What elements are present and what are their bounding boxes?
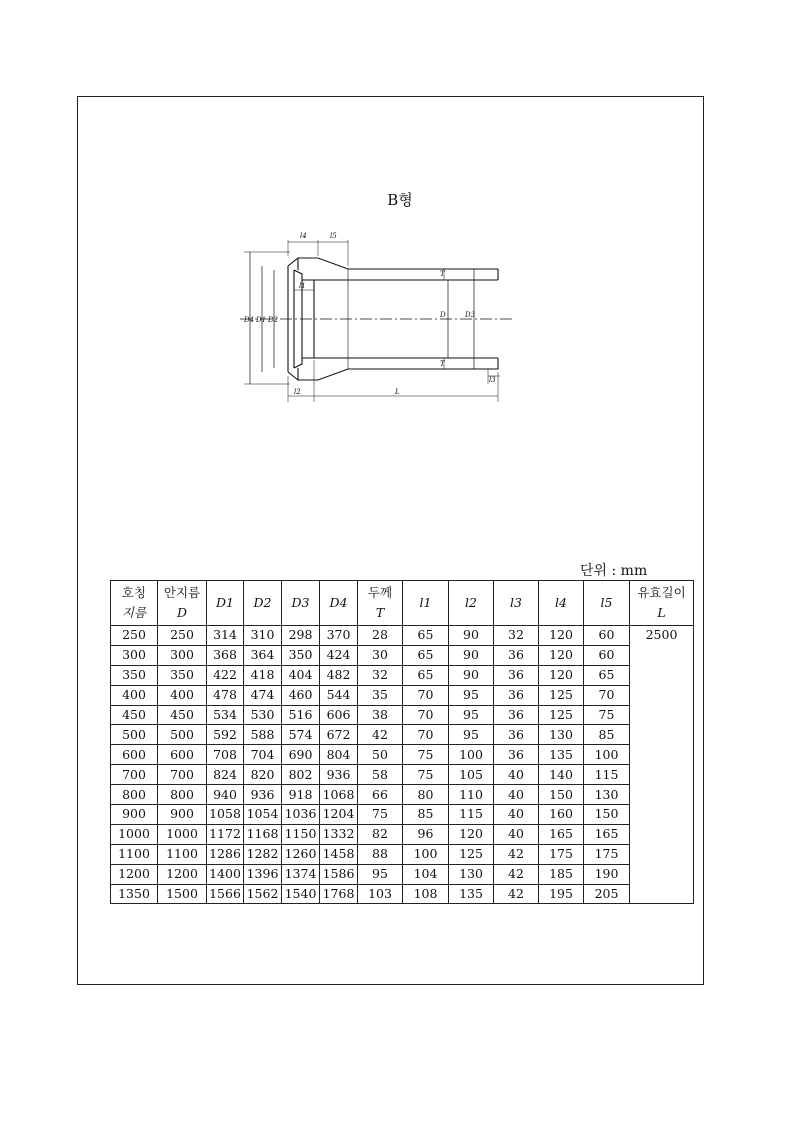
table-cell: 250 bbox=[158, 626, 207, 646]
table-cell: 314 bbox=[207, 626, 244, 646]
table-cell: 40 bbox=[494, 824, 539, 844]
table-cell: 482 bbox=[320, 665, 358, 685]
label-l4: l4 bbox=[300, 232, 307, 240]
table-row bbox=[111, 805, 694, 825]
table-cell: 42 bbox=[494, 884, 539, 904]
table-header-cell bbox=[282, 581, 320, 626]
table-cell: 1282 bbox=[244, 844, 282, 864]
table-cell: 800 bbox=[111, 785, 158, 805]
table-cell: 95 bbox=[449, 705, 494, 725]
label-l2: l2 bbox=[294, 388, 301, 396]
table-cell: 120 bbox=[449, 824, 494, 844]
table-cell: 50 bbox=[358, 745, 403, 765]
table-cell: 1172 bbox=[207, 824, 244, 844]
table-cell: 900 bbox=[111, 805, 158, 825]
table-row bbox=[111, 785, 694, 805]
table-cell: 1200 bbox=[158, 864, 207, 884]
label-L: L bbox=[395, 388, 400, 396]
table-cell: 1566 bbox=[207, 884, 244, 904]
table-cell: 75 bbox=[403, 745, 449, 765]
table-cell: 1332 bbox=[320, 824, 358, 844]
table-cell: 40 bbox=[494, 785, 539, 805]
table-cell: 140 bbox=[539, 765, 584, 785]
table-row bbox=[111, 884, 694, 904]
table-cell: 544 bbox=[320, 685, 358, 705]
label-D1: D1 bbox=[256, 316, 267, 324]
table-cell: 820 bbox=[244, 765, 282, 785]
table-cell: 606 bbox=[320, 705, 358, 725]
table-cell: 42 bbox=[494, 864, 539, 884]
table-cell: 574 bbox=[282, 725, 320, 745]
header-line2: T bbox=[375, 605, 385, 620]
table-cell: 165 bbox=[539, 824, 584, 844]
table-cell: 35 bbox=[358, 685, 403, 705]
table-cell: 918 bbox=[282, 785, 320, 805]
table-cell: 60 bbox=[584, 645, 630, 665]
table-cell: 400 bbox=[158, 685, 207, 705]
label-T-top: T bbox=[440, 270, 445, 278]
table-cell: 310 bbox=[244, 626, 282, 646]
table-cell: 75 bbox=[403, 765, 449, 785]
table-cell: 1058 bbox=[207, 805, 244, 825]
table-cell: 190 bbox=[584, 864, 630, 884]
table-cell: 36 bbox=[494, 725, 539, 745]
table-cell: 500 bbox=[158, 725, 207, 745]
table-cell: 1054 bbox=[244, 805, 282, 825]
table-row bbox=[111, 725, 694, 745]
header-line1: l2 bbox=[465, 595, 477, 610]
label-l5: l5 bbox=[330, 232, 337, 240]
table-cell: 32 bbox=[358, 665, 403, 685]
table-cell: 82 bbox=[358, 824, 403, 844]
table-row bbox=[111, 844, 694, 864]
unit-label: 단위 : mm bbox=[580, 563, 648, 579]
table-cell: 368 bbox=[207, 645, 244, 665]
table-cell: 1168 bbox=[244, 824, 282, 844]
effective-length-cell: 2500 bbox=[630, 626, 694, 904]
table-cell: 1768 bbox=[320, 884, 358, 904]
table-cell: 936 bbox=[244, 785, 282, 805]
table-cell: 36 bbox=[494, 745, 539, 765]
header-line2: D bbox=[176, 605, 188, 620]
table-cell: 592 bbox=[207, 725, 244, 745]
header-line2: 지름 bbox=[121, 605, 147, 620]
table-cell: 1100 bbox=[111, 844, 158, 864]
label-D: D bbox=[440, 311, 446, 319]
table-cell: 800 bbox=[158, 785, 207, 805]
table-cell: 88 bbox=[358, 844, 403, 864]
table-cell: 65 bbox=[584, 665, 630, 685]
table-cell: 250 bbox=[111, 626, 158, 646]
table-cell: 100 bbox=[403, 844, 449, 864]
table-cell: 404 bbox=[282, 665, 320, 685]
table-cell: 1068 bbox=[320, 785, 358, 805]
table-cell: 1036 bbox=[282, 805, 320, 825]
table-cell: 1374 bbox=[282, 864, 320, 884]
table-cell: 65 bbox=[403, 645, 449, 665]
table-cell: 1260 bbox=[282, 844, 320, 864]
table-cell: 125 bbox=[539, 685, 584, 705]
table-cell: 80 bbox=[403, 785, 449, 805]
table-cell: 940 bbox=[207, 785, 244, 805]
table-cell: 70 bbox=[403, 725, 449, 745]
table-cell: 1396 bbox=[244, 864, 282, 884]
table-header-cell bbox=[111, 581, 158, 626]
table-cell: 65 bbox=[403, 665, 449, 685]
table-cell: 90 bbox=[449, 645, 494, 665]
table-cell: 66 bbox=[358, 785, 403, 805]
table-cell: 300 bbox=[158, 645, 207, 665]
table-header-cell bbox=[207, 581, 244, 626]
table-header-cell bbox=[449, 581, 494, 626]
table-cell: 165 bbox=[584, 824, 630, 844]
table-cell: 30 bbox=[358, 645, 403, 665]
table-cell: 900 bbox=[158, 805, 207, 825]
table-header-cell bbox=[320, 581, 358, 626]
dimension-table bbox=[110, 580, 694, 904]
table-cell: 70 bbox=[584, 685, 630, 705]
table-header-cell bbox=[244, 581, 282, 626]
table-cell: 110 bbox=[449, 785, 494, 805]
table-cell: 175 bbox=[584, 844, 630, 864]
label-D3: D3 bbox=[465, 311, 476, 319]
table-cell: 400 bbox=[111, 685, 158, 705]
table-cell: 135 bbox=[449, 884, 494, 904]
table-cell: 130 bbox=[584, 785, 630, 805]
figure-title: B형 bbox=[387, 191, 413, 209]
table-cell: 40 bbox=[494, 765, 539, 785]
table-cell: 1150 bbox=[282, 824, 320, 844]
table-cell: 478 bbox=[207, 685, 244, 705]
table-cell: 600 bbox=[158, 745, 207, 765]
table-cell: 1204 bbox=[320, 805, 358, 825]
table-cell: 600 bbox=[111, 745, 158, 765]
table-cell: 115 bbox=[449, 805, 494, 825]
table-row bbox=[111, 765, 694, 785]
table-cell: 125 bbox=[539, 705, 584, 725]
table-cell: 350 bbox=[282, 645, 320, 665]
header-line1: D4 bbox=[329, 595, 348, 610]
table-cell: 1286 bbox=[207, 844, 244, 864]
table-cell: 100 bbox=[449, 745, 494, 765]
table-cell: 450 bbox=[158, 705, 207, 725]
header-line2: L bbox=[657, 605, 666, 620]
pipe-outline-bottom bbox=[288, 358, 498, 380]
table-cell: 700 bbox=[111, 765, 158, 785]
table-cell: 350 bbox=[158, 665, 207, 685]
table-cell: 708 bbox=[207, 745, 244, 765]
table-cell: 42 bbox=[358, 725, 403, 745]
table-cell: 704 bbox=[244, 745, 282, 765]
table-cell: 130 bbox=[449, 864, 494, 884]
table-cell: 85 bbox=[584, 725, 630, 745]
table-cell: 36 bbox=[494, 645, 539, 665]
table-row bbox=[111, 665, 694, 685]
header-line1: 두께 bbox=[367, 585, 393, 600]
header-line1: l4 bbox=[555, 595, 567, 610]
table-cell: 75 bbox=[358, 805, 403, 825]
table-row bbox=[111, 685, 694, 705]
table-cell: 364 bbox=[244, 645, 282, 665]
table-cell: 105 bbox=[449, 765, 494, 785]
header-line1: D3 bbox=[291, 595, 310, 610]
table-cell: 115 bbox=[584, 765, 630, 785]
table-cell: 700 bbox=[158, 765, 207, 785]
table-cell: 1562 bbox=[244, 884, 282, 904]
label-T-bottom: T bbox=[440, 360, 445, 368]
table-cell: 125 bbox=[449, 844, 494, 864]
table-cell: 1586 bbox=[320, 864, 358, 884]
header-line1: 안지름 bbox=[163, 585, 201, 600]
table-cell: 530 bbox=[244, 705, 282, 725]
table-cell: 588 bbox=[244, 725, 282, 745]
table-row bbox=[111, 824, 694, 844]
table-cell: 185 bbox=[539, 864, 584, 884]
table-header-cell bbox=[539, 581, 584, 626]
table-cell: 1100 bbox=[158, 844, 207, 864]
table-row bbox=[111, 864, 694, 884]
table-cell: 824 bbox=[207, 765, 244, 785]
table-cell: 1540 bbox=[282, 884, 320, 904]
table-cell: 1458 bbox=[320, 844, 358, 864]
table-cell: 95 bbox=[358, 864, 403, 884]
table-cell: 38 bbox=[358, 705, 403, 725]
table-cell: 36 bbox=[494, 705, 539, 725]
table-cell: 450 bbox=[111, 705, 158, 725]
table-header-cell bbox=[584, 581, 630, 626]
table-cell: 120 bbox=[539, 665, 584, 685]
table-cell: 175 bbox=[539, 844, 584, 864]
table-cell: 130 bbox=[539, 725, 584, 745]
label-l3: l3 bbox=[489, 376, 496, 384]
table-cell: 40 bbox=[494, 805, 539, 825]
table-cell: 474 bbox=[244, 685, 282, 705]
table-cell: 205 bbox=[584, 884, 630, 904]
header-line1: D2 bbox=[253, 595, 272, 610]
table-header-cell bbox=[403, 581, 449, 626]
table-header-cell bbox=[630, 581, 694, 626]
table-cell: 135 bbox=[539, 745, 584, 765]
table-cell: 104 bbox=[403, 864, 449, 884]
table-cell: 120 bbox=[539, 645, 584, 665]
table-cell: 500 bbox=[111, 725, 158, 745]
table-cell: 70 bbox=[403, 705, 449, 725]
table-cell: 150 bbox=[584, 805, 630, 825]
header-line1: l3 bbox=[510, 595, 522, 610]
header-line1: l5 bbox=[600, 595, 613, 610]
table-cell: 1400 bbox=[207, 864, 244, 884]
table-cell: 802 bbox=[282, 765, 320, 785]
table-cell: 690 bbox=[282, 745, 320, 765]
table-cell: 160 bbox=[539, 805, 584, 825]
table-cell: 1000 bbox=[111, 824, 158, 844]
table-cell: 370 bbox=[320, 626, 358, 646]
table-cell: 936 bbox=[320, 765, 358, 785]
table-cell: 95 bbox=[449, 725, 494, 745]
table-cell: 424 bbox=[320, 645, 358, 665]
table-cell: 32 bbox=[494, 626, 539, 646]
table-header-cell bbox=[358, 581, 403, 626]
label-D2: D2 bbox=[268, 316, 279, 324]
table-cell: 70 bbox=[403, 685, 449, 705]
table-row bbox=[111, 745, 694, 765]
table-cell: 120 bbox=[539, 626, 584, 646]
header-line1: 호칭 bbox=[121, 585, 147, 600]
label-D4: D4 bbox=[244, 316, 255, 324]
table-cell: 65 bbox=[403, 626, 449, 646]
label-l1: l1 bbox=[299, 282, 306, 290]
table-body bbox=[111, 626, 694, 904]
table-cell: 28 bbox=[358, 626, 403, 646]
table-cell: 672 bbox=[320, 725, 358, 745]
table-cell: 1500 bbox=[158, 884, 207, 904]
table-cell: 100 bbox=[584, 745, 630, 765]
table-cell: 418 bbox=[244, 665, 282, 685]
table-cell: 1000 bbox=[158, 824, 207, 844]
table-cell: 85 bbox=[403, 805, 449, 825]
table-header-row bbox=[111, 581, 694, 626]
table-cell: 804 bbox=[320, 745, 358, 765]
table-cell: 103 bbox=[358, 884, 403, 904]
header-line1: l1 bbox=[419, 595, 432, 610]
table-cell: 90 bbox=[449, 626, 494, 646]
table-cell: 1200 bbox=[111, 864, 158, 884]
table-row bbox=[111, 645, 694, 665]
table-cell: 150 bbox=[539, 785, 584, 805]
table-cell: 42 bbox=[494, 844, 539, 864]
table-row bbox=[111, 705, 694, 725]
table-cell: 75 bbox=[584, 705, 630, 725]
table-cell: 300 bbox=[111, 645, 158, 665]
table-header-cell bbox=[494, 581, 539, 626]
table-cell: 96 bbox=[403, 824, 449, 844]
table-cell: 422 bbox=[207, 665, 244, 685]
header-line1: 유효길이 bbox=[637, 585, 686, 600]
table-cell: 36 bbox=[494, 665, 539, 685]
table-cell: 36 bbox=[494, 685, 539, 705]
table-cell: 90 bbox=[449, 665, 494, 685]
table-cell: 60 bbox=[584, 626, 630, 646]
table-cell: 95 bbox=[449, 685, 494, 705]
table-cell: 108 bbox=[403, 884, 449, 904]
table-cell: 350 bbox=[111, 665, 158, 685]
pipe-section-diagram bbox=[230, 226, 520, 406]
table-header-cell bbox=[158, 581, 207, 626]
table-cell: 534 bbox=[207, 705, 244, 725]
table-cell: 460 bbox=[282, 685, 320, 705]
table-cell: 516 bbox=[282, 705, 320, 725]
table-cell: 58 bbox=[358, 765, 403, 785]
table-cell: 298 bbox=[282, 626, 320, 646]
pipe-outline-top bbox=[288, 258, 498, 280]
header-line1: D1 bbox=[216, 595, 234, 610]
table-cell: 195 bbox=[539, 884, 584, 904]
table-row bbox=[111, 626, 694, 646]
table-cell: 1350 bbox=[111, 884, 158, 904]
